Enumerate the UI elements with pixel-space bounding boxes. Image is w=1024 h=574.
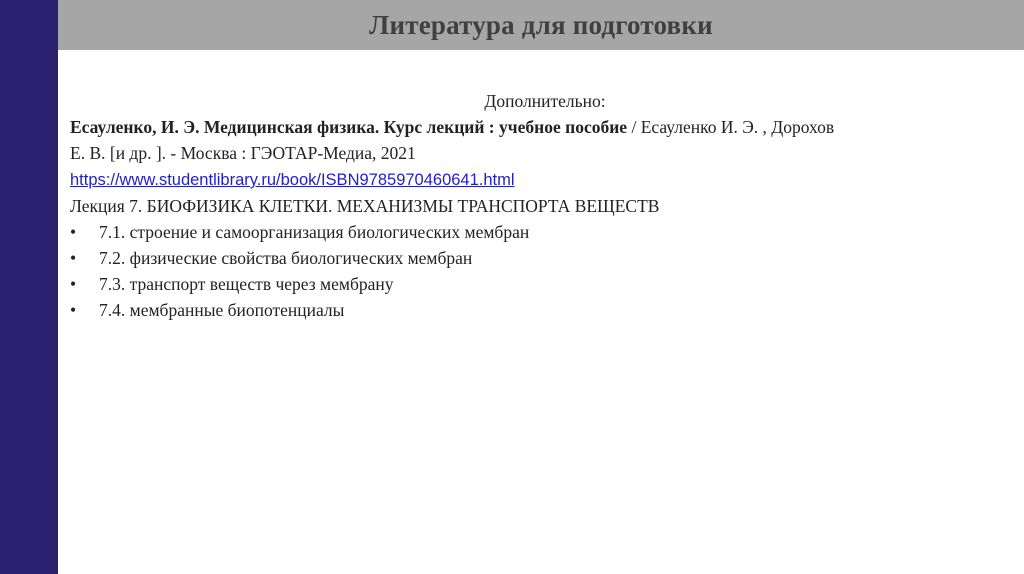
title-bar [58, 0, 1024, 50]
reference-line-3 [70, 166, 1020, 193]
reference-line-2 [70, 140, 1020, 166]
additional-label: Дополнительно: [484, 91, 606, 111]
topic-text: 7.3. транспорт веществ через мембрану [99, 274, 394, 294]
lecture-title: Лекция 7. БИОФИЗИКА КЛЕТКИ. МЕХАНИЗМЫ ТРАНСПОРТА ВЕЩЕСТВ [70, 196, 660, 216]
list-item [70, 297, 1020, 323]
topic-text: 7.4. мембранные биопотенциалы [99, 300, 345, 320]
reference-publisher: Е. В. [и др. ]. - Москва : ГЭОТАР-Медиа, 2021 [70, 143, 416, 163]
left-accent-bar [0, 0, 58, 574]
slide-title: Литература для подготовки [369, 9, 713, 40]
bullet-icon: • [70, 274, 77, 294]
content-area [70, 88, 1020, 323]
topic-text: 7.2. физические свойства биологических мембран [99, 248, 473, 268]
topic-text: 7.1. строение и самоорганизация биологических мембран [99, 222, 530, 242]
topics-list [70, 219, 1020, 323]
list-item [70, 219, 1020, 245]
bullet-icon: • [70, 222, 77, 242]
list-item [70, 271, 1020, 297]
reference-link[interactable]: https://www.studentlibrary.ru/book/ISBN9785970460641.html [70, 171, 515, 189]
reference-authors: / Есауленко И. Э. , Дорохов [627, 117, 835, 137]
bullet-icon: • [70, 300, 77, 320]
list-item [70, 245, 1020, 271]
reference-line-1 [70, 114, 1020, 140]
additional-label-row [70, 88, 1020, 114]
bullet-icon: • [70, 248, 77, 268]
reference-title: Есауленко, И. Э. Медицинская физика. Курс лекций : учебное пособие [70, 117, 628, 137]
